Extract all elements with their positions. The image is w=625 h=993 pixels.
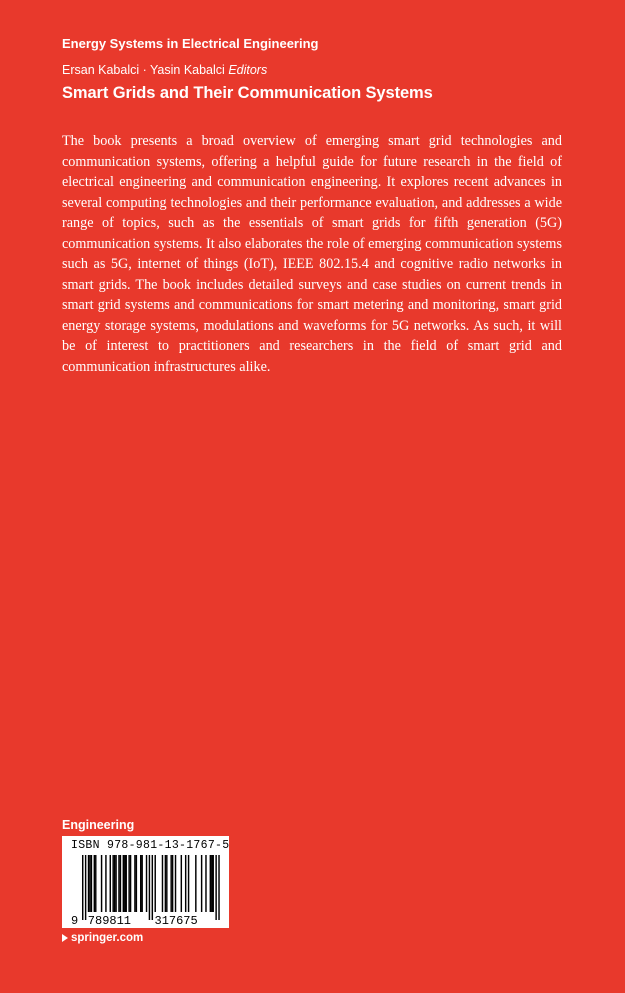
barcode-bar bbox=[95, 855, 96, 912]
barcode-bar bbox=[215, 855, 216, 920]
editors-line bbox=[62, 63, 267, 77]
barcode-bar bbox=[120, 855, 121, 912]
barcode-bar bbox=[170, 855, 171, 912]
barcode-first-digit: 9 bbox=[71, 914, 79, 928]
barcode-bar bbox=[136, 855, 137, 912]
barcode-bar bbox=[172, 855, 173, 912]
barcode-bar bbox=[181, 855, 182, 912]
isbn-label: ISBN 978-981-13-1767-5 bbox=[71, 839, 230, 852]
barcode-bar bbox=[195, 855, 196, 912]
barcode-bar bbox=[162, 855, 163, 912]
barcode-bar bbox=[101, 855, 102, 912]
barcode-bar bbox=[89, 855, 90, 912]
barcode-bar bbox=[128, 855, 129, 912]
barcode-bar bbox=[185, 855, 186, 912]
book-description bbox=[62, 131, 562, 377]
barcode-bar bbox=[105, 855, 106, 912]
subject-category: Engineering bbox=[62, 818, 135, 832]
publisher-link[interactable] bbox=[62, 932, 143, 944]
book-title: Smart Grids and Their Communication Systems bbox=[62, 84, 433, 102]
barcode-left-digits: 789811 bbox=[87, 914, 132, 928]
barcode-bar bbox=[149, 855, 150, 920]
barcode-bar bbox=[165, 855, 166, 912]
barcode-bar bbox=[166, 855, 167, 912]
barcode-bar bbox=[85, 855, 86, 920]
barcode-bar bbox=[211, 855, 212, 912]
barcode-bar bbox=[114, 855, 115, 912]
barcode-bar bbox=[213, 855, 214, 912]
barcode-bar bbox=[152, 855, 153, 920]
barcode-bar bbox=[123, 855, 124, 912]
editor-names: Ersan Kabalci · Yasin Kabalci bbox=[62, 63, 225, 77]
publisher-url[interactable]: springer.com bbox=[71, 932, 144, 944]
barcode-bar bbox=[146, 855, 147, 912]
barcode-right-digits: 317675 bbox=[154, 914, 198, 928]
barcode-bar bbox=[112, 855, 113, 912]
editors-role: Editors bbox=[228, 63, 268, 77]
barcode-bar bbox=[115, 855, 116, 912]
arrow-right-icon bbox=[62, 934, 68, 942]
barcode-bar bbox=[175, 855, 176, 912]
barcode-graphic bbox=[62, 836, 229, 928]
barcode-bar bbox=[118, 855, 119, 912]
barcode-bar bbox=[124, 855, 125, 912]
barcode-bar bbox=[88, 855, 89, 912]
barcode-bar bbox=[134, 855, 135, 912]
barcode-bar bbox=[82, 855, 83, 920]
barcode-bar bbox=[218, 855, 219, 920]
barcode-bar bbox=[140, 855, 141, 912]
barcode-bar bbox=[201, 855, 202, 912]
description-paragraph: The book presents a broad overview of emerging smart grid technologies and communication systems, offering a helpful guide for future research in the field of electrical engineering and communication engineering. It explores recent advances in several computing technologies and their performance evaluation, and addresses a wide range of topics, such as the essentials of smart grids for fifth generation (5G) communication systems. It also elaborates the role of emerging communication systems such as 5G, internet of things (IoT), IEEE 802.15.4 and cognitive radio networks in smart grids. The book includes detailed surveys and case studies on current trends in smart grid systems and communications for smart metering and monitoring, smart grid energy storage systems, modulations and waveforms for 5G networks. As such, it will be of interest to practitioners and researchers in the field of smart grid and communication infrastructures alike. bbox=[62, 133, 562, 375]
barcode-bar bbox=[205, 855, 206, 912]
barcode-bar bbox=[141, 855, 142, 912]
barcode-bar bbox=[210, 855, 211, 912]
barcode-bar bbox=[130, 855, 131, 912]
barcode-bar bbox=[126, 855, 127, 912]
barcode-bar bbox=[110, 855, 111, 912]
barcode-bar bbox=[94, 855, 95, 912]
barcode-bar bbox=[155, 855, 156, 912]
barcode-bar bbox=[91, 855, 92, 912]
series-title: Energy Systems in Electrical Engineering bbox=[62, 36, 319, 51]
isbn-barcode bbox=[62, 836, 229, 928]
barcode-bar bbox=[188, 855, 189, 912]
